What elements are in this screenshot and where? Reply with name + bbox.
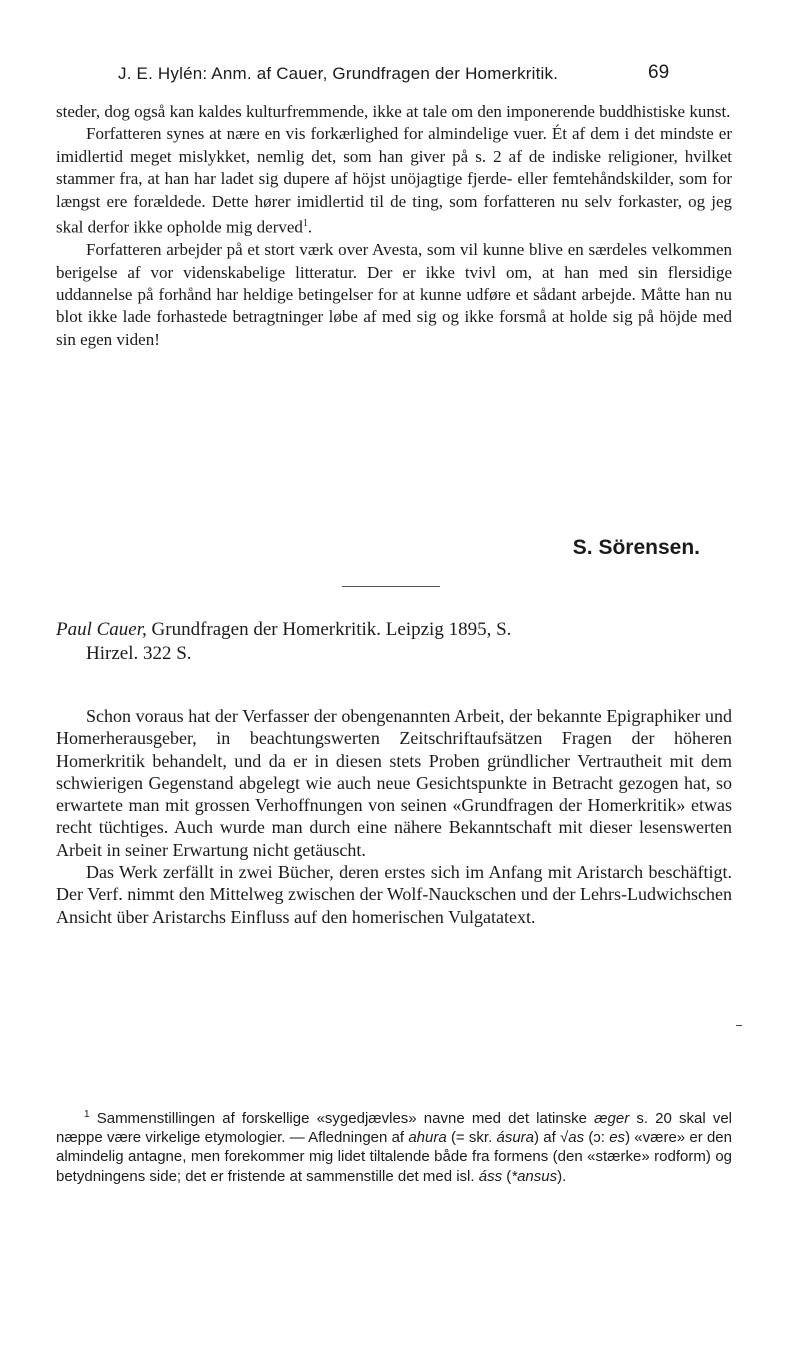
book-author: Paul Cauer,: [56, 619, 147, 640]
footnote-italic: as: [568, 1129, 585, 1147]
footnote: [56, 1105, 732, 1186]
paragraph-text: Forfatteren synes at nære en vis forkærlighed for almindelige vuer. Ét af dem i det mindste er imidlertid meget mislykket, nemlig det, som han giver på s. 2 af de indiske religioner, hvilket stammer fra, at han har ladet sig dupere af höjst unöjagtige fjerde- eller femtehåndskilder, som for længst ere forældede. Dette hører imidlertid til de ting, som forfatteren nu selv forkaster, og jeg skal derfor ikke opholde mig derved: [56, 124, 732, 237]
footnote-italic: es: [609, 1129, 626, 1147]
footnote-text: (: [506, 1167, 512, 1185]
footnote-italic: áss: [478, 1167, 503, 1185]
margin-mark: [736, 1025, 742, 1026]
footnote-italic: ásura: [496, 1129, 535, 1147]
paragraph: steder, dog også kan kaldes kulturfremmende, ikke at tale om den imponerende buddhistiske kunst.: [56, 102, 731, 121]
paragraph: Schon voraus hat der Verfasser der obengenannten Arbeit, der bekannte Epigraphiker und Homerherausgeber, in beachtungswerten Zeitschriftaufsätzen Fragen der höheren Homerkritik behandelt, und da er in diesen stets Proben gründlicher Vertrautheit mit dem schwierigen Gegenstand abgelegt wie auch neue Gesichtspunkte in Betracht gezogen hat, so erwartete man mit grossen Verhoffnungen von seinen «Grundfragen der Homerkritik» etwas recht tüchtiges. Auch wurde man durch eine nähere Bekanntschaft mit dieser lesenswerten Arbeit in seiner Erwartung nicht getäuscht.: [56, 706, 732, 860]
paragraph: Forfatteren arbejder på et stort værk over Avesta, som vil kunne blive en særdeles velkommen berigelse af vor videnskabelige litteratur. Der er ikke tvivl om, at han med sin flersidige uddannelse på forhånd har heldige betingelser for at kunne udføre et sådant arbejde. Måtte han nu blot ikke lade forhastede betragtninger løbe af med sig og ikke forsmå at holde sig på höjde med sin egen viden!: [56, 240, 732, 349]
footnote-text: ).: [557, 1167, 567, 1185]
review-heading: [56, 618, 732, 666]
review-cauer-body: [56, 705, 732, 928]
footnote-ref[interactable]: 1: [302, 218, 308, 230]
footnote-text: Sammenstillingen af forskellige «sygedjævles» navne med det latinske: [96, 1110, 588, 1127]
footnote-italic: æger: [594, 1110, 630, 1127]
heading-line: Hirzel. 322 S.: [86, 643, 192, 664]
section-divider: [342, 586, 440, 587]
footnotes: [56, 1105, 732, 1186]
paragraph-end: .: [307, 217, 313, 237]
footnote-text: (= skr.: [450, 1129, 493, 1147]
book-title: Grundfragen der Homerkritik. Leipzig 1895, S.: [151, 619, 512, 640]
running-header: J. E. Hylén: Anm. af Cauer, Grundfragen der Homerkritik.: [118, 64, 559, 83]
heading-line: [56, 618, 732, 642]
review-sorensen-body: [56, 101, 732, 351]
footnote-text: (ɔ:: [588, 1129, 605, 1147]
footnote-italic: *ansus: [511, 1167, 558, 1185]
page-number: 69: [648, 62, 670, 83]
footnote-number: 1: [84, 1109, 90, 1120]
footnote-italic: ahura: [408, 1129, 447, 1147]
paragraph: Das Werk zerfällt in zwei Bücher, deren erstes sich im Anfang mit Aristarch beschäftigt. Der Verf. nimmt den Mittelweg zwischen der Wolf-Nauckschen und der Lehrs-Ludwichschen Ansicht über Aristarchs Einfluss auf den homerischen Vulgatatext.: [56, 862, 732, 927]
footnote-text: ) «være» er den almindelig antagne, men forekommer mig lidet tiltalende både fra formens (den «stærke» rodform) og betydningens side; det er fristende at sammenstille det med isl.: [56, 1129, 732, 1185]
paragraph: [56, 123, 732, 239]
signature: S. Sörensen.: [572, 536, 700, 559]
footnote-text: ) af √: [534, 1129, 569, 1147]
footnote-text: s. 20 skal vel næppe være virkelige etymologier. — Afledningen af: [56, 1110, 733, 1147]
